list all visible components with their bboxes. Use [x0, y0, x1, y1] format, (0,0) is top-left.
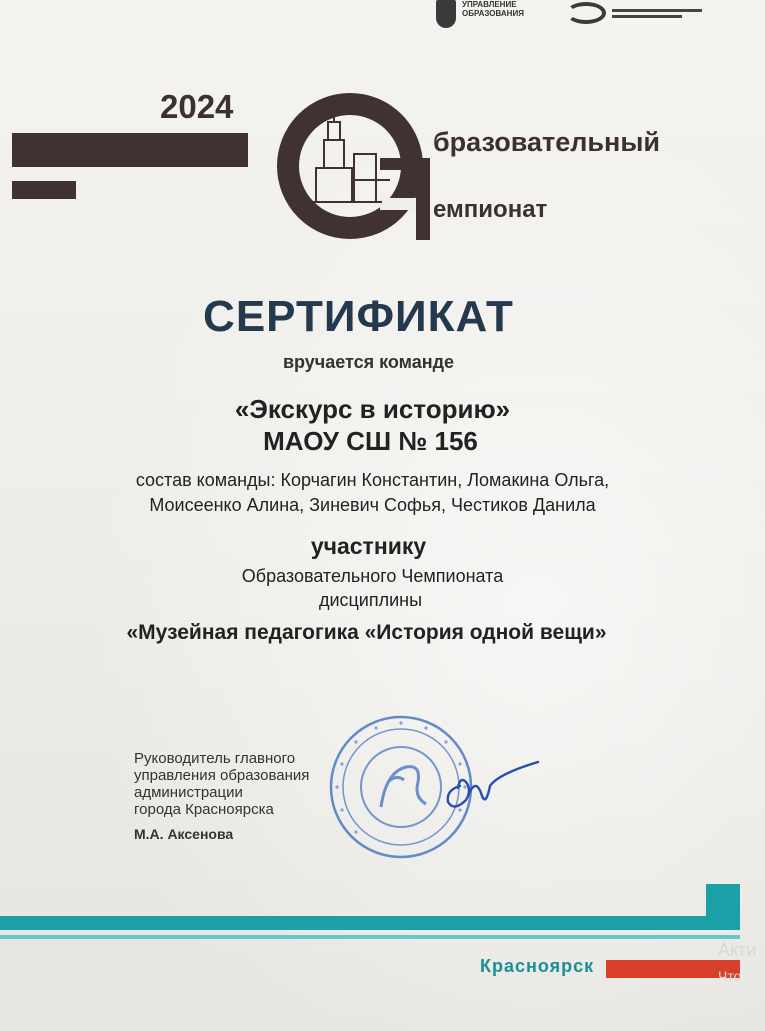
participant-label: участнику: [310, 533, 427, 559]
header-word-chempionat: емпионат: [433, 196, 548, 223]
emblem-ch-stem: [416, 158, 430, 240]
awarded-to-label: вручается команде: [282, 352, 455, 372]
discipline-name: «Музейная педагогика «История одной вещи»: [126, 621, 607, 644]
decorative-bar-small: [12, 181, 76, 199]
signer-line-2: управления образования: [134, 767, 310, 784]
logo-text-line1: УПРАВЛЕНИЕ: [462, 0, 517, 9]
team-name: «Экскурс в историю»: [234, 394, 511, 424]
city-label: Красноярск: [480, 956, 595, 976]
discipline-label: дисциплины: [318, 590, 423, 610]
school-name: МАОУ СШ № 156: [263, 426, 478, 456]
members-line-2: Моисеенко Алина, Зиневич Софья, Честиков Данила: [149, 495, 596, 515]
championship-label: Образовательного Чемпионата: [241, 566, 504, 586]
methodical-center-logo: [566, 0, 706, 26]
decorative-bar: [12, 133, 248, 167]
swirl-logo-icon: [566, 2, 606, 24]
signer-line-1: Руководитель главного: [134, 750, 296, 767]
signer-line-3: администрации: [134, 784, 243, 801]
year: 2024: [160, 88, 234, 125]
decorative-teal-line: [0, 935, 740, 939]
decorative-teal-square: [706, 884, 740, 918]
championship-emblem: [270, 88, 430, 248]
signer-name: М.А. Аксенова: [134, 826, 234, 842]
logo-text-line2: ОБРАЗОВАНИЯ: [462, 9, 524, 18]
education-department-logo: [436, 0, 536, 34]
header-word-obrazovatelny: бразовательный: [433, 127, 660, 157]
crest-icon: [436, 0, 456, 28]
signer-position: [134, 750, 309, 818]
decorative-teal-bar: [0, 916, 740, 930]
faint-overlay-text: Акти: [718, 940, 757, 960]
team-members: [0, 468, 755, 518]
signer-line-4: города Красноярска: [134, 801, 274, 818]
members-line-1: состав команды: Корчагин Константин, Ломакина Ольга,: [135, 470, 610, 490]
certificate-title: СЕРТИФИКАТ: [203, 292, 514, 341]
faint-overlay-text-2: Что: [718, 968, 742, 984]
handwritten-signature: [438, 756, 548, 816]
